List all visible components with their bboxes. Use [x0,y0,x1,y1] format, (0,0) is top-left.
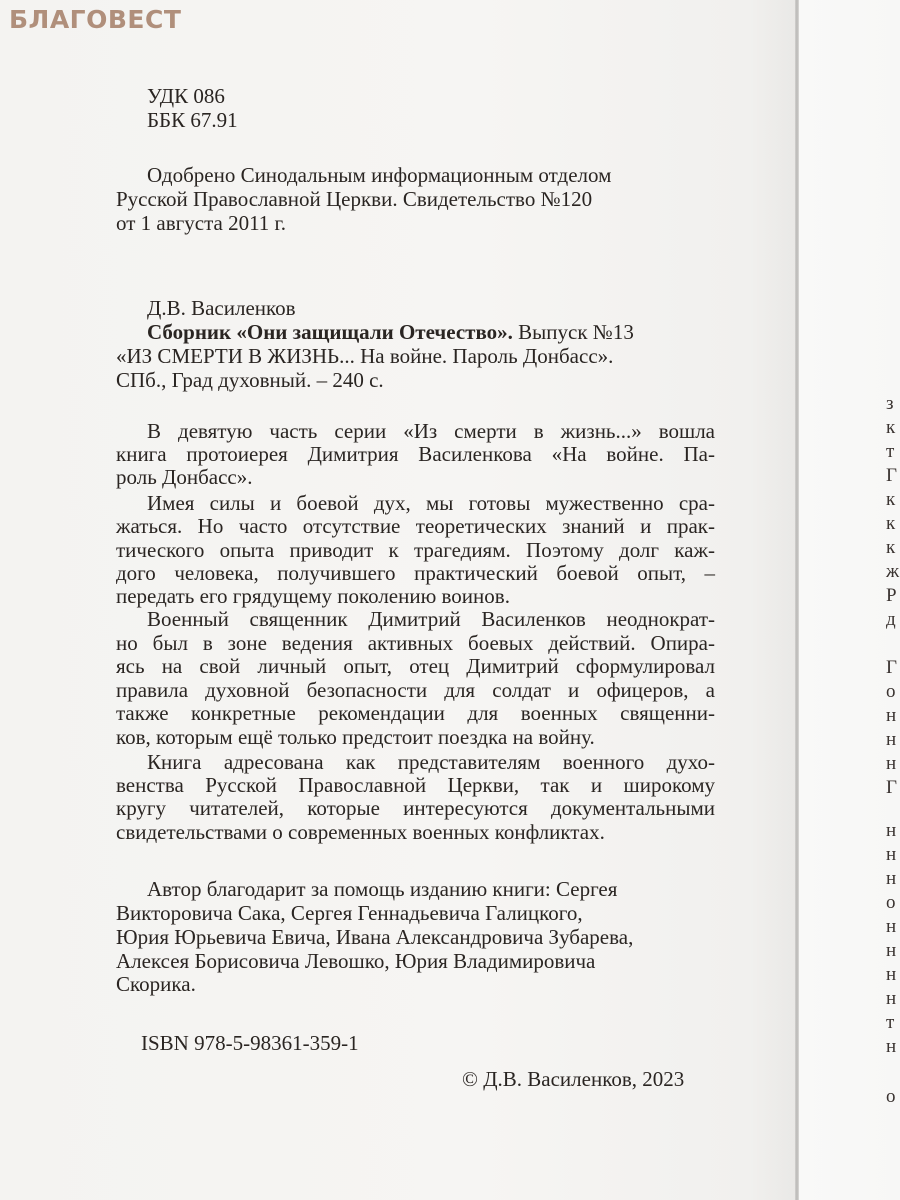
annotation-line: роль Донбасс». [116,465,253,489]
annotation-line: Военный священник Димитрий Василенков неоднократ- [147,607,715,631]
facing-page-letter: н [886,940,897,961]
annotation-line: тического опыта приводит к трагедиям. Поэтому долг каж- [116,538,715,562]
facing-page [799,0,900,1200]
annotation-line: дого человека, получившего практический боевой опыт, – [116,561,715,585]
facing-page-letter: Г [886,777,897,798]
annotation-line: правила духовной безопасности для солдат и офицеров, а [116,678,715,702]
facing-page-letter: Р [886,585,897,606]
annotation-line: Книга адресована как представителям военного духо- [147,750,715,774]
annotation-line: ков, которым ещё только предстоит поездка на войну. [116,725,595,749]
facing-page-letter: н [886,988,897,1009]
acknowledgement-line: Юрия Юрьевича Евича, Ивана Александровича Зубарева, [116,925,634,949]
facing-page-letter: з [886,393,894,414]
annotation-line: книга протоиерея Димитрия Василенкова «На войне. Па- [116,442,715,466]
annotation-line: передать его грядущему поколению воинов. [116,584,510,608]
facing-page-letter: о [886,892,896,913]
annotation-line: В девятую часть серии «Из смерти в жизнь...» вошла [147,419,715,443]
annotation-line: ясь на свой личный опыт, отец Димитрий сформулировал [116,654,715,678]
facing-page-letter: ж [886,561,900,582]
facing-page-letter: н [886,964,897,985]
annotation-line: но был в зоне ведения активных боевых действий. Опира- [116,631,715,655]
bbk-code: ББК 67.91 [147,108,238,132]
facing-page-letter: н [886,753,897,774]
collection-name: Сборник «Они защищали Отечество». [147,320,513,344]
isbn: ISBN 978-5-98361-359-1 [141,1031,359,1055]
facing-page-letter: т [886,1012,895,1033]
copyright: © Д.В. Василенков, 2023 [462,1067,685,1091]
annotation-line: также конкретные рекомендации для военных священни- [116,701,715,725]
facing-page-letter: Г [886,657,897,678]
facing-page-letter: н [886,705,897,726]
facing-page-letter: о [886,1086,896,1107]
facing-page-letter: н [886,916,897,937]
acknowledgement-line: Алексея Борисовича Левошко, Юрия Владимировича [116,949,596,973]
annotation-line: свидетельствами о современных военных конфликтах. [116,820,605,844]
facing-page-letter: д [886,609,896,630]
facing-page-letter: н [886,1036,897,1057]
acknowledgement-line: Скорика. [116,972,196,996]
author-name: Д.В. Василенков [147,296,296,320]
facing-page-letter: н [886,844,897,865]
facing-page-letter: Г [886,465,897,486]
facing-page-letter: о [886,681,896,702]
facing-page-letter: к [886,489,896,510]
approval-line: Одобрено Синодальным информационным отделом [147,163,612,187]
issue-number: Выпуск №13 [512,320,634,344]
annotation-line: Имея силы и боевой дух, мы готовы мужественно сра- [147,491,715,515]
udk-code: УДК 086 [147,84,225,108]
facing-page-letter: н [886,868,897,889]
acknowledgement-line: Автор благодарит за помощь изданию книги: Сергея [147,877,618,901]
annotation-line: венства Русской Православной Церкви, так и широкому [116,773,715,797]
annotation-line: жаться. Но часто отсутствие теоретических знаний и прак- [116,514,715,538]
facing-page-letter: к [886,417,896,438]
approval-line: Русской Православной Церкви. Свидетельство №120 [116,187,593,211]
facing-page-letter: т [886,441,895,462]
acknowledgement-line: Викторовича Сака, Сергея Геннадьевича Галицкого, [116,901,583,925]
annotation-line: кругу читателей, которые интересуются документальными [116,796,715,820]
facing-page-letter: к [886,537,896,558]
approval-line: от 1 августа 2011 г. [116,211,287,235]
facing-page-letter: н [886,820,897,841]
collection-title [147,322,634,343]
facing-page-letter: к [886,513,896,534]
book-title: «ИЗ СМЕРТИ В ЖИЗНЬ... На войне. Пароль Донбасс». [116,344,614,368]
watermark-logo: БЛАГОВЕСТ [9,5,182,34]
imprint: СПб., Град духовный. – 240 с. [116,368,384,392]
facing-page-letter: н [886,729,897,750]
